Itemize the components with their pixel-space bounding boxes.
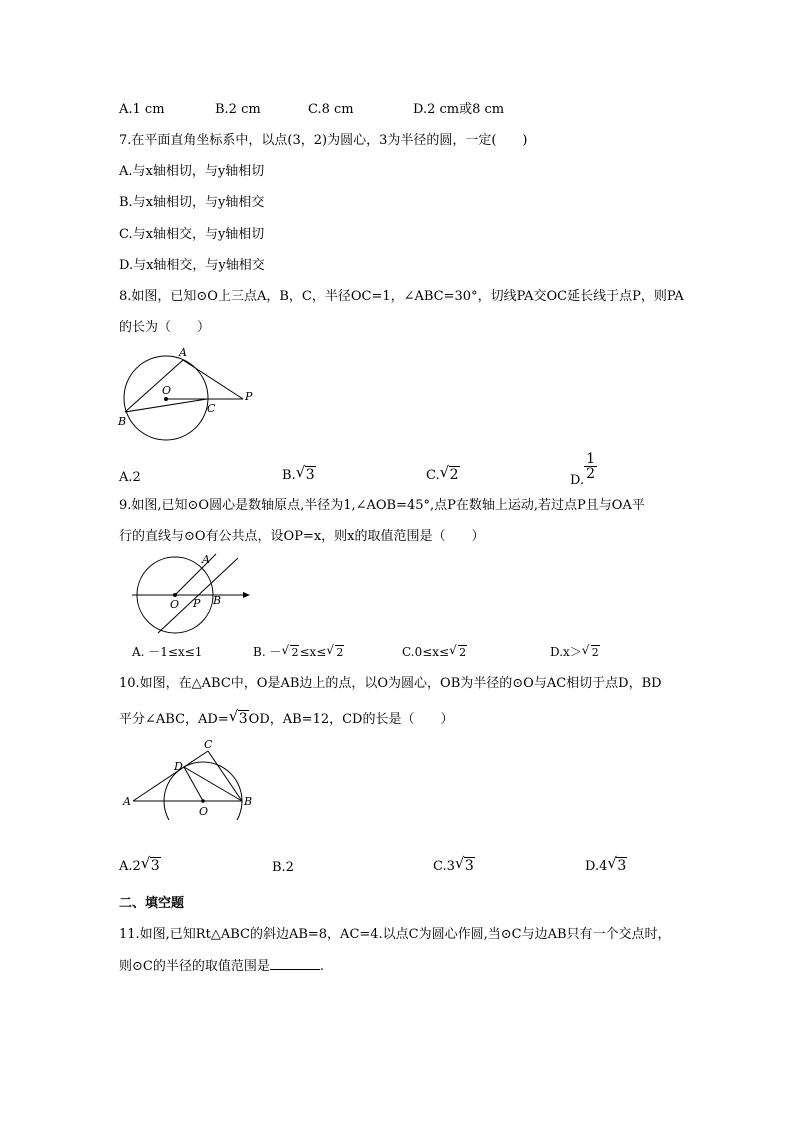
q6-option-a: A.1 cm xyxy=(119,102,165,117)
q7-option-c: C.与x轴相交，与y轴相切 xyxy=(119,227,265,242)
q7-option-a: A.与x轴相切，与y轴相切 xyxy=(119,164,265,179)
q9-option-b: B. － √ 2≤x≤ √ 2 xyxy=(253,643,344,662)
q10-segment-cb xyxy=(208,751,242,801)
q9-figure xyxy=(130,550,255,638)
sqrt-sign: √ 3 xyxy=(607,854,627,874)
q8-figure xyxy=(115,343,260,443)
q10-option-b: B.2 xyxy=(272,860,294,875)
sqrt-sign: √ 2 xyxy=(449,643,467,659)
q11-stem-line2: 则⊙C的半径的取值范围是 . xyxy=(119,959,324,974)
q9-label-a: A xyxy=(202,553,210,566)
q8-segment-ap xyxy=(183,360,243,399)
q9-stem-line2: 行的直线与⊙O有公共点，设OP=x，则x的取值范围是（ ） xyxy=(119,529,485,544)
q10-option-c: C.3 √ 3 xyxy=(433,854,474,874)
q10-stem-line2: 平分∠ABC，AD= √ 3OD，AB=12，CD的长是（ ） xyxy=(119,707,454,727)
q8-option-c: C. √ 2 xyxy=(426,463,459,483)
q9-origin-dot xyxy=(173,593,177,597)
q10-label-d: D xyxy=(174,760,183,773)
sqrt-sign: √ 3 xyxy=(228,707,248,727)
section-heading: 二、填空题 xyxy=(119,896,185,911)
q10-center-dot xyxy=(201,799,205,803)
fraction: $\frac{1}{2}$ xyxy=(586,451,596,482)
q8-label-b: B xyxy=(118,415,127,428)
q10-label-b: B xyxy=(244,795,253,808)
sqrt-sign: √ 2 xyxy=(439,463,459,483)
q10-segment-db xyxy=(184,767,242,801)
q10-segment-ac xyxy=(133,751,208,801)
q6-option-c: C.8 cm xyxy=(308,102,354,117)
sqrt-sign: √ 2 xyxy=(326,643,344,659)
q7-stem: 7.在平面直角坐标系中，以点(3，2)为圆心，3为半径的圆，一定( ) xyxy=(119,133,528,148)
q9-label-o: O xyxy=(170,598,180,611)
q8-stem-line2: 的长为（ ） xyxy=(119,320,211,335)
q8-label-a: A xyxy=(179,346,187,359)
q6-option-d: D.2 cm或8 cm xyxy=(413,102,505,117)
sqrt-sign: √ 2 xyxy=(281,643,299,659)
q9-option-d: D.x＞ √ 2 xyxy=(550,643,600,662)
q10-option-a: A.2 √ 3 xyxy=(119,854,160,874)
q7-option-b: B.与x轴相切，与y轴相交 xyxy=(119,195,265,210)
q10-label-c: C xyxy=(204,738,213,751)
q9-label-p: P xyxy=(193,597,201,610)
sqrt-sign: √ 3 xyxy=(140,854,160,874)
sqrt-sign: √ 2 xyxy=(581,643,599,659)
q8-stem-line1: 8.如图，已知⊙O上三点A，B，C，半径OC=1，∠ABC=30°，切线PA交OC延长线于点P，则PA xyxy=(119,289,684,304)
q9-stem-line1: 9.如图,已知⊙O圆心是数轴原点,半径为1,∠AOB=45°,点P在数轴上运动,若过点P且与OA平 xyxy=(119,498,645,513)
q11-stem-line1: 11.如图,已知Rt△ABC的斜边AB=8，AC=4.以点C为圆心作圆,当⊙C与边AB只有一个交点时， xyxy=(119,927,671,942)
q10-label-a: A xyxy=(123,795,131,808)
q9-option-c: C.0≤x≤ √ 2 xyxy=(402,643,467,662)
q10-stem-line1: 10.如图，在△ABC中，O是AB边上的点，以O为圆心，OB为半径的⊙O与AC相切于点D，BD xyxy=(119,676,662,691)
q8-option-b: B. √ 3 xyxy=(282,463,315,483)
sqrt-sign: √ 3 xyxy=(454,854,474,874)
sqrt-sign: √ 3 xyxy=(295,463,315,483)
q10-label-o: O xyxy=(199,805,209,818)
q7-option-d: D.与x轴相交，与y轴相交 xyxy=(119,258,265,273)
q8-option-a: A.2 xyxy=(119,470,141,485)
q10-figure xyxy=(118,738,258,820)
q9-option-a: A. －1≤x≤1 xyxy=(132,645,203,659)
q10-option-d: D.4 √ 3 xyxy=(585,854,627,874)
q8-label-c: C xyxy=(207,402,216,415)
q8-label-o: O xyxy=(162,384,172,397)
q9-label-b: B xyxy=(213,594,222,607)
q6-option-b: B.2 cm xyxy=(215,102,261,117)
q8-label-p: P xyxy=(245,390,253,403)
answer-blank[interactable] xyxy=(270,957,320,970)
q8-option-d: D. $\frac{1}{2}$ xyxy=(570,451,596,488)
q8-center-dot xyxy=(164,397,168,401)
arrow-right-icon xyxy=(243,592,250,598)
